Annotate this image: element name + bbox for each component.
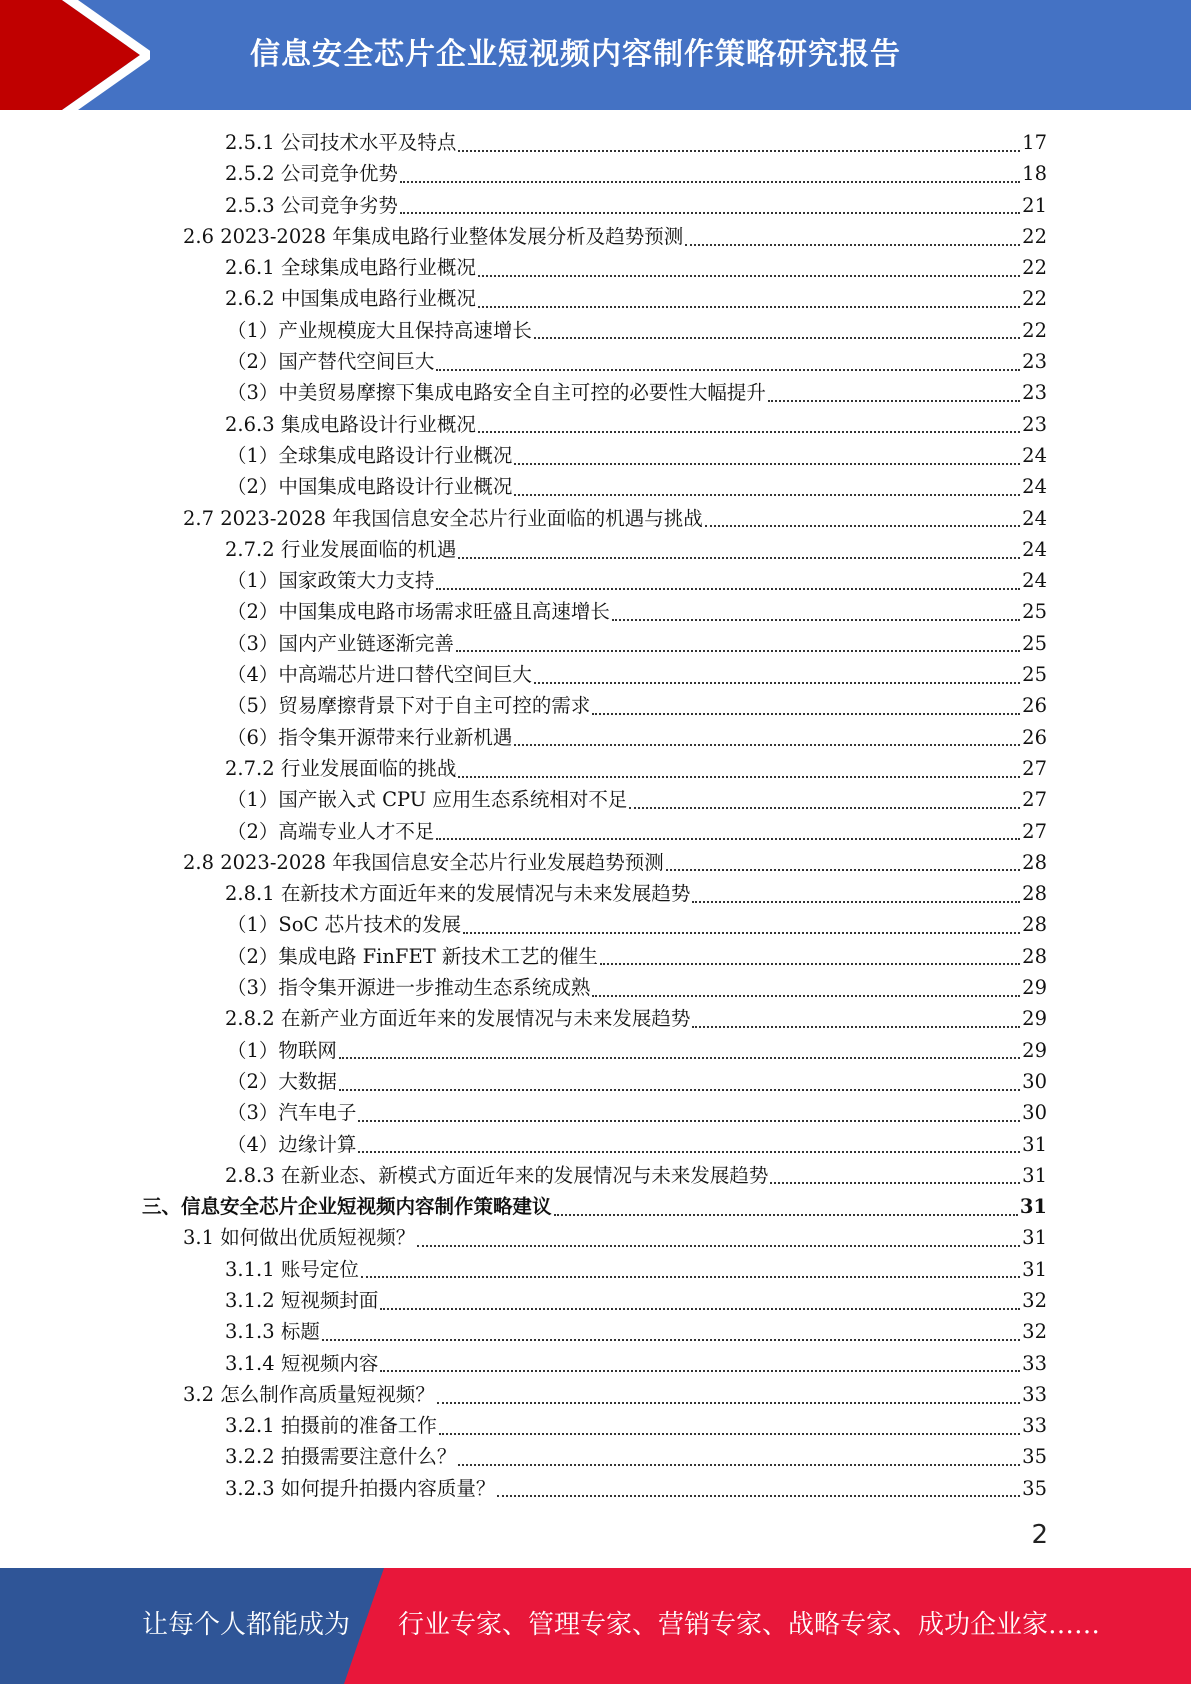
toc-dot-leader bbox=[436, 369, 1020, 371]
toc-entry-title: 3.2.1 拍摄前的准备工作 bbox=[225, 1414, 437, 1438]
toc-entry-title: 3.2 怎么制作高质量短视频？ bbox=[183, 1382, 435, 1406]
toc-entry[interactable] bbox=[0, 221, 1047, 252]
toc-dot-leader bbox=[458, 150, 1020, 152]
toc-entry[interactable] bbox=[0, 440, 1047, 471]
toc-dot-leader bbox=[592, 995, 1020, 997]
toc-entry-page: 28 bbox=[1022, 944, 1047, 968]
toc-dot-leader bbox=[436, 838, 1020, 840]
toc-entry-title: 3.1.4 短视频内容 bbox=[225, 1351, 379, 1375]
toc-dot-leader bbox=[322, 1339, 1020, 1341]
toc-entry-title: 2.6.3 集成电路设计行业概况 bbox=[225, 412, 476, 436]
toc-dot-leader bbox=[458, 557, 1020, 559]
toc-entry-title: （2）国产替代空间巨大 bbox=[227, 350, 435, 374]
toc-dot-leader bbox=[339, 1089, 1020, 1091]
toc-entry[interactable] bbox=[0, 283, 1047, 314]
toc-entry-title: 2.5.3 公司竞争劣势 bbox=[225, 193, 398, 217]
toc-entry-page: 33 bbox=[1022, 1351, 1047, 1375]
toc-dot-leader bbox=[400, 181, 1020, 183]
toc-entry-page: 31 bbox=[1022, 1226, 1047, 1250]
toc-entry-title: 2.7.2 行业发展面临的机遇 bbox=[225, 537, 457, 561]
toc-dot-leader bbox=[439, 1433, 1020, 1435]
toc-entry-page: 24 bbox=[1022, 506, 1047, 530]
toc-entry-title: 2.6.1 全球集成电路行业概况 bbox=[225, 256, 476, 280]
toc-dot-leader bbox=[437, 1402, 1020, 1404]
toc-entry-title: （2）集成电路 FinFET 新技术工艺的催生 bbox=[227, 944, 598, 968]
toc-entry-page: 30 bbox=[1022, 1069, 1047, 1093]
table-of-contents bbox=[0, 127, 1191, 1504]
toc-entry[interactable] bbox=[0, 722, 1047, 753]
toc-entry-page: 31 bbox=[1022, 1132, 1047, 1156]
toc-entry-page: 27 bbox=[1022, 788, 1047, 812]
toc-entry-page: 31 bbox=[1022, 1257, 1047, 1281]
toc-entry[interactable] bbox=[0, 471, 1047, 502]
toc-entry-page: 18 bbox=[1022, 162, 1047, 186]
toc-entry[interactable] bbox=[0, 377, 1047, 408]
toc-entry-page: 27 bbox=[1022, 819, 1047, 843]
toc-entry[interactable] bbox=[0, 909, 1047, 940]
toc-entry-page: 33 bbox=[1022, 1414, 1047, 1438]
toc-entry-title: （2）大数据 bbox=[227, 1069, 337, 1093]
toc-dot-leader bbox=[600, 963, 1020, 965]
toc-entry-page: 32 bbox=[1022, 1320, 1047, 1344]
toc-entry[interactable] bbox=[0, 1316, 1047, 1347]
toc-dot-leader bbox=[361, 1276, 1020, 1278]
toc-entry-title: 2.8 2023-2028 年我国信息安全芯片行业发展趋势预测 bbox=[183, 850, 664, 874]
toc-entry-title: 3.1.1 账号定位 bbox=[225, 1257, 359, 1281]
toc-entry[interactable] bbox=[0, 503, 1047, 534]
toc-dot-leader bbox=[463, 932, 1020, 934]
toc-entry-page: 28 bbox=[1022, 850, 1047, 874]
toc-entry[interactable] bbox=[0, 1003, 1047, 1034]
footer-slogan-right: 行业专家、管理专家、营销专家、战略专家、成功企业家…… bbox=[398, 1610, 1101, 1640]
toc-dot-leader bbox=[358, 1120, 1020, 1122]
toc-entry-page: 21 bbox=[1022, 193, 1047, 217]
toc-entry-title: （3）中美贸易摩擦下集成电路安全自主可控的必要性大幅提升 bbox=[227, 381, 766, 405]
toc-entry-page: 17 bbox=[1022, 131, 1047, 154]
toc-entry[interactable] bbox=[0, 628, 1047, 659]
toc-dot-leader bbox=[514, 463, 1020, 465]
toc-entry-title: （1）产业规模庞大且保持高速增长 bbox=[227, 318, 532, 342]
report-title: 信息安全芯片企业短视频内容制作策略研究报告 bbox=[250, 37, 901, 72]
toc-dot-leader bbox=[534, 682, 1020, 684]
toc-entry[interactable] bbox=[0, 534, 1047, 565]
toc-entry-page: 33 bbox=[1022, 1382, 1047, 1406]
toc-dot-leader bbox=[554, 1214, 1018, 1216]
toc-entry-page: 29 bbox=[1022, 1007, 1047, 1031]
toc-entry-page: 24 bbox=[1022, 443, 1047, 467]
toc-entry-title: 2.7 2023-2028 年我国信息安全芯片行业面临的机遇与挑战 bbox=[183, 506, 703, 530]
toc-entry[interactable] bbox=[0, 565, 1047, 596]
toc-entry-page: 25 bbox=[1022, 600, 1047, 624]
toc-entry-title: 3.2.3 如何提升拍摄内容质量？ bbox=[225, 1476, 496, 1500]
toc-entry-page: 23 bbox=[1022, 350, 1047, 374]
toc-entry[interactable] bbox=[0, 1097, 1047, 1128]
toc-entry-page: 25 bbox=[1022, 663, 1047, 687]
toc-entry[interactable] bbox=[0, 941, 1047, 972]
toc-entry[interactable] bbox=[0, 972, 1047, 1003]
toc-entry[interactable] bbox=[0, 409, 1047, 440]
toc-dot-leader bbox=[514, 744, 1020, 746]
toc-entry[interactable] bbox=[0, 596, 1047, 627]
toc-entry-page: 28 bbox=[1022, 882, 1047, 906]
toc-entry-page: 25 bbox=[1022, 631, 1047, 655]
toc-entry-page: 27 bbox=[1022, 756, 1047, 780]
toc-dot-leader bbox=[456, 650, 1020, 652]
toc-entry-page: 30 bbox=[1022, 1101, 1047, 1125]
toc-entry[interactable] bbox=[0, 315, 1047, 346]
toc-entry-page: 22 bbox=[1022, 224, 1047, 248]
toc-entry-title: （3）国内产业链逐渐完善 bbox=[227, 631, 454, 655]
toc-entry-title: 三、信息安全芯片企业短视频内容制作策略建议 bbox=[142, 1195, 552, 1219]
toc-entry-title: 2.8.3 在新业态、新模式方面近年来的发展情况与未来发展趋势 bbox=[225, 1163, 769, 1187]
toc-entry-title: （1）SoC 芯片技术的发展 bbox=[227, 913, 462, 937]
toc-entry[interactable] bbox=[0, 252, 1047, 283]
toc-entry-page: 31 bbox=[1019, 1195, 1047, 1219]
toc-dot-leader bbox=[692, 1026, 1020, 1028]
toc-dot-leader bbox=[478, 275, 1020, 277]
toc-entry[interactable] bbox=[0, 1285, 1047, 1316]
toc-dot-leader bbox=[612, 619, 1020, 621]
toc-entry-title: 3.1 如何做出优质短视频？ bbox=[183, 1226, 416, 1250]
toc-dot-leader bbox=[380, 1308, 1020, 1310]
toc-entry-page: 24 bbox=[1022, 537, 1047, 561]
toc-entry[interactable] bbox=[0, 690, 1047, 721]
toc-entry-title: （2）中国集成电路市场需求旺盛且高速增长 bbox=[227, 600, 610, 624]
toc-entry-page: 35 bbox=[1022, 1476, 1047, 1500]
toc-entry-page: 29 bbox=[1022, 1038, 1047, 1062]
toc-entry[interactable] bbox=[0, 816, 1047, 847]
toc-dot-leader bbox=[692, 901, 1020, 903]
toc-dot-leader bbox=[629, 807, 1020, 809]
toc-entry[interactable] bbox=[0, 346, 1047, 377]
toc-entry-title: （1）国家政策大力支持 bbox=[227, 569, 435, 593]
toc-entry-title: （4）中高端芯片进口替代空间巨大 bbox=[227, 663, 532, 687]
toc-entry-page: 28 bbox=[1022, 913, 1047, 937]
toc-dot-leader bbox=[417, 1245, 1020, 1247]
toc-dot-leader bbox=[436, 588, 1020, 590]
page-header bbox=[0, 0, 1191, 110]
toc-dot-leader bbox=[514, 494, 1020, 496]
toc-dot-leader bbox=[768, 400, 1020, 402]
toc-entry-page: 22 bbox=[1022, 256, 1047, 280]
toc-entry-title: 2.7.2 行业发展面临的挑战 bbox=[225, 756, 457, 780]
toc-entry-title: （1）国产嵌入式 CPU 应用生态系统相对不足 bbox=[227, 788, 628, 812]
toc-entry-title: （5）贸易摩擦背景下对于自主可控的需求 bbox=[227, 694, 591, 718]
toc-entry-title: 3.2.2 拍摄需要注意什么？ bbox=[225, 1445, 457, 1469]
toc-entry[interactable] bbox=[0, 1035, 1047, 1066]
toc-entry[interactable] bbox=[0, 784, 1047, 815]
toc-entry-page: 23 bbox=[1022, 412, 1047, 436]
toc-dot-leader bbox=[458, 776, 1020, 778]
toc-entry-page: 24 bbox=[1022, 475, 1047, 499]
toc-dot-leader bbox=[685, 244, 1020, 246]
toc-entry-title: （3）指令集开源进一步推动生态系统成熟 bbox=[227, 976, 591, 1000]
toc-entry-title: 2.5.1 公司技术水平及特点 bbox=[225, 131, 457, 154]
toc-dot-leader bbox=[534, 337, 1020, 339]
toc-entry-page: 22 bbox=[1022, 318, 1047, 342]
toc-entry-title: （6）指令集开源带来行业新机遇 bbox=[227, 725, 513, 749]
toc-entry-page: 35 bbox=[1022, 1445, 1047, 1469]
toc-entry-page: 23 bbox=[1022, 381, 1047, 405]
toc-entry[interactable] bbox=[0, 878, 1047, 909]
toc-dot-leader bbox=[458, 1464, 1020, 1466]
toc-entry-title: （2）高端专业人才不足 bbox=[227, 819, 435, 843]
toc-entry-title: （2）中国集成电路设计行业概况 bbox=[227, 475, 513, 499]
toc-entry[interactable] bbox=[0, 1160, 1047, 1191]
toc-entry-title: （3）汽车电子 bbox=[227, 1101, 357, 1125]
toc-dot-leader bbox=[380, 1370, 1020, 1372]
toc-entry[interactable] bbox=[0, 753, 1047, 784]
page-number: 2 bbox=[1031, 1520, 1048, 1550]
toc-entry-title: 2.8.1 在新技术方面近年来的发展情况与未来发展趋势 bbox=[225, 882, 691, 906]
toc-entry-page: 24 bbox=[1022, 569, 1047, 593]
toc-entry[interactable] bbox=[0, 158, 1047, 189]
toc-entry[interactable] bbox=[0, 1410, 1047, 1441]
toc-entry-title: （1）全球集成电路设计行业概况 bbox=[227, 443, 513, 467]
toc-entry-page: 32 bbox=[1022, 1288, 1047, 1312]
toc-entry-page: 22 bbox=[1022, 287, 1047, 311]
toc-entry[interactable] bbox=[0, 1129, 1047, 1160]
page-footer bbox=[0, 1568, 1191, 1684]
red-chevron-decoration bbox=[0, 0, 150, 110]
toc-entry-title: 2.6.2 中国集成电路行业概况 bbox=[225, 287, 476, 311]
toc-entry[interactable] bbox=[0, 1441, 1047, 1472]
toc-entry-title: 2.8.2 在新产业方面近年来的发展情况与未来发展趋势 bbox=[225, 1007, 691, 1031]
toc-dot-leader bbox=[339, 1057, 1020, 1059]
toc-entry[interactable] bbox=[0, 659, 1047, 690]
toc-entry[interactable] bbox=[0, 847, 1047, 878]
toc-dot-leader bbox=[400, 212, 1020, 214]
toc-entry-title: 3.1.2 短视频封面 bbox=[225, 1288, 379, 1312]
toc-entry-page: 26 bbox=[1022, 694, 1047, 718]
toc-entry[interactable] bbox=[0, 1379, 1047, 1410]
toc-entry-title: 2.6 2023-2028 年集成电路行业整体发展分析及趋势预测 bbox=[183, 224, 684, 248]
toc-dot-leader bbox=[666, 869, 1020, 871]
toc-entry[interactable] bbox=[0, 1473, 1047, 1504]
toc-entry[interactable] bbox=[0, 1254, 1047, 1285]
toc-entry[interactable] bbox=[0, 127, 1047, 158]
toc-dot-leader bbox=[592, 713, 1020, 715]
toc-dot-leader bbox=[497, 1495, 1020, 1497]
toc-entry-page: 29 bbox=[1022, 976, 1047, 1000]
toc-entry[interactable] bbox=[0, 1348, 1047, 1379]
toc-entry[interactable] bbox=[0, 1191, 1047, 1222]
toc-entry-title: （1）物联网 bbox=[227, 1038, 337, 1062]
toc-entry-title: 3.1.3 标题 bbox=[225, 1320, 320, 1344]
toc-dot-leader bbox=[705, 525, 1020, 527]
toc-dot-leader bbox=[478, 431, 1020, 433]
toc-entry-page: 31 bbox=[1022, 1163, 1047, 1187]
toc-entry[interactable] bbox=[0, 190, 1047, 221]
toc-entry[interactable] bbox=[0, 1222, 1047, 1253]
toc-entry[interactable] bbox=[0, 1066, 1047, 1097]
toc-dot-leader bbox=[770, 1182, 1020, 1184]
toc-entry-title: （4）边缘计算 bbox=[227, 1132, 357, 1156]
toc-dot-leader bbox=[478, 306, 1020, 308]
footer-slogan-left: 让每个人都能成为 bbox=[142, 1610, 351, 1640]
toc-entry-title: 2.5.2 公司竞争优势 bbox=[225, 162, 398, 186]
toc-dot-leader bbox=[358, 1151, 1020, 1153]
toc-entry-page: 26 bbox=[1022, 725, 1047, 749]
